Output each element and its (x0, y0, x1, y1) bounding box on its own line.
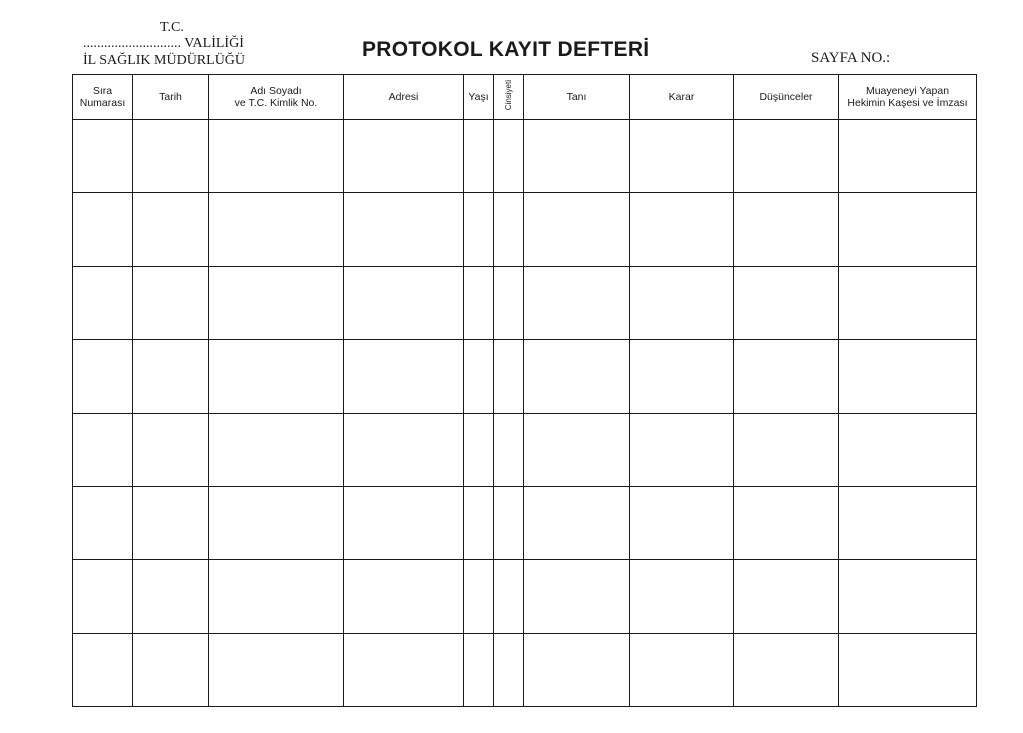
table-cell (839, 266, 977, 339)
table-row (73, 340, 977, 413)
table-cell (494, 266, 524, 339)
table-cell (464, 486, 494, 559)
table-body (73, 120, 977, 707)
table-row (73, 120, 977, 193)
table-header-row (73, 75, 977, 120)
table-cell (73, 266, 133, 339)
table-cell (73, 413, 133, 486)
table-cell (464, 560, 494, 633)
table-cell (734, 413, 839, 486)
table-cell (344, 193, 464, 266)
table-cell (524, 486, 630, 559)
table-cell (209, 560, 344, 633)
table-row (73, 193, 977, 266)
table-cell (209, 633, 344, 706)
column-header-label: Karar (668, 90, 695, 103)
column-header-label: Cinsiyeti (503, 80, 513, 111)
table-cell (839, 413, 977, 486)
column-header-dusunceler (734, 75, 839, 120)
mudurluk-label: İL SAĞLIK MÜDÜRLÜĞÜ (83, 53, 246, 68)
document-title: PROTOKOL KAYIT DEFTERİ (362, 38, 650, 61)
table-cell (839, 560, 977, 633)
table-cell (344, 413, 464, 486)
table-cell (133, 633, 209, 706)
table-cell (73, 633, 133, 706)
table-row (73, 486, 977, 559)
page-number-label: SAYFA NO.: (811, 50, 891, 66)
column-header-label: Adı Soyadı ve T.C. Kimlik No. (234, 84, 318, 109)
table-cell (73, 560, 133, 633)
column-header-hekim (839, 75, 977, 120)
column-header-label: Adresi (388, 90, 419, 103)
table-cell (344, 120, 464, 193)
table-cell (464, 120, 494, 193)
table-cell (133, 413, 209, 486)
table-cell (209, 266, 344, 339)
table-cell (209, 413, 344, 486)
table-cell (133, 266, 209, 339)
table-cell (344, 560, 464, 633)
column-header-yasi (464, 75, 494, 120)
table-cell (73, 193, 133, 266)
column-header-adresi (344, 75, 464, 120)
table-cell (344, 486, 464, 559)
table-cell (73, 120, 133, 193)
table-cell (73, 486, 133, 559)
table-cell (630, 633, 734, 706)
table-cell (464, 266, 494, 339)
table-row (73, 633, 977, 706)
table-cell (524, 193, 630, 266)
table-cell (734, 266, 839, 339)
table-cell (133, 193, 209, 266)
table-cell (630, 413, 734, 486)
column-header-sira (73, 75, 133, 120)
table-cell (630, 486, 734, 559)
table-cell (839, 340, 977, 413)
table-row (73, 560, 977, 633)
table-cell (630, 193, 734, 266)
table-cell (839, 120, 977, 193)
table-cell (209, 486, 344, 559)
table-cell (133, 340, 209, 413)
table-cell (524, 120, 630, 193)
table-cell (133, 486, 209, 559)
table-cell (630, 560, 734, 633)
table-row (73, 266, 977, 339)
column-header-label: Yaşı (468, 90, 489, 103)
table-cell (209, 193, 344, 266)
table-row (73, 413, 977, 486)
table-cell (630, 340, 734, 413)
tc-label: T.C. (160, 20, 184, 35)
table-cell (494, 633, 524, 706)
table-cell (209, 340, 344, 413)
table-cell (344, 633, 464, 706)
table-cell (734, 486, 839, 559)
column-header-label: Tarih (159, 90, 182, 103)
table-cell (133, 560, 209, 633)
table-cell (630, 120, 734, 193)
table-cell (494, 413, 524, 486)
table-cell (464, 413, 494, 486)
table-cell (494, 193, 524, 266)
table-cell (494, 560, 524, 633)
table-cell (524, 413, 630, 486)
table-cell (464, 193, 494, 266)
table-cell (734, 193, 839, 266)
table-cell (494, 340, 524, 413)
table-cell (839, 193, 977, 266)
table-cell (494, 120, 524, 193)
table-cell (524, 633, 630, 706)
table-cell (209, 120, 344, 193)
column-header-karar (630, 75, 734, 120)
column-header-tarih (133, 75, 209, 120)
table-cell (494, 486, 524, 559)
table-cell (734, 120, 839, 193)
table-cell (734, 340, 839, 413)
column-header-label: Düşünceler (759, 90, 813, 103)
column-header-label: Muayeneyi Yapan Hekimin Kaşesi ve İmzası (847, 84, 968, 109)
table-cell (464, 340, 494, 413)
table-cell (734, 633, 839, 706)
table-cell (524, 340, 630, 413)
table-cell (464, 633, 494, 706)
table-cell (133, 120, 209, 193)
column-header-tani (524, 75, 630, 120)
table-cell (524, 266, 630, 339)
table-cell (524, 560, 630, 633)
table-cell (839, 633, 977, 706)
table-cell (630, 266, 734, 339)
column-header-adi-soyadi (209, 75, 344, 120)
table-cell (344, 266, 464, 339)
table-cell (839, 486, 977, 559)
protocol-register-table (72, 74, 977, 707)
column-header-cinsiyeti (494, 75, 524, 120)
column-header-label: Tanı (566, 90, 587, 103)
column-header-label: Sıra Numarası (79, 84, 126, 109)
valilik-label: ............................ VALİLİĞİ (83, 36, 244, 51)
table-cell (734, 560, 839, 633)
table-cell (73, 340, 133, 413)
table-cell (344, 340, 464, 413)
